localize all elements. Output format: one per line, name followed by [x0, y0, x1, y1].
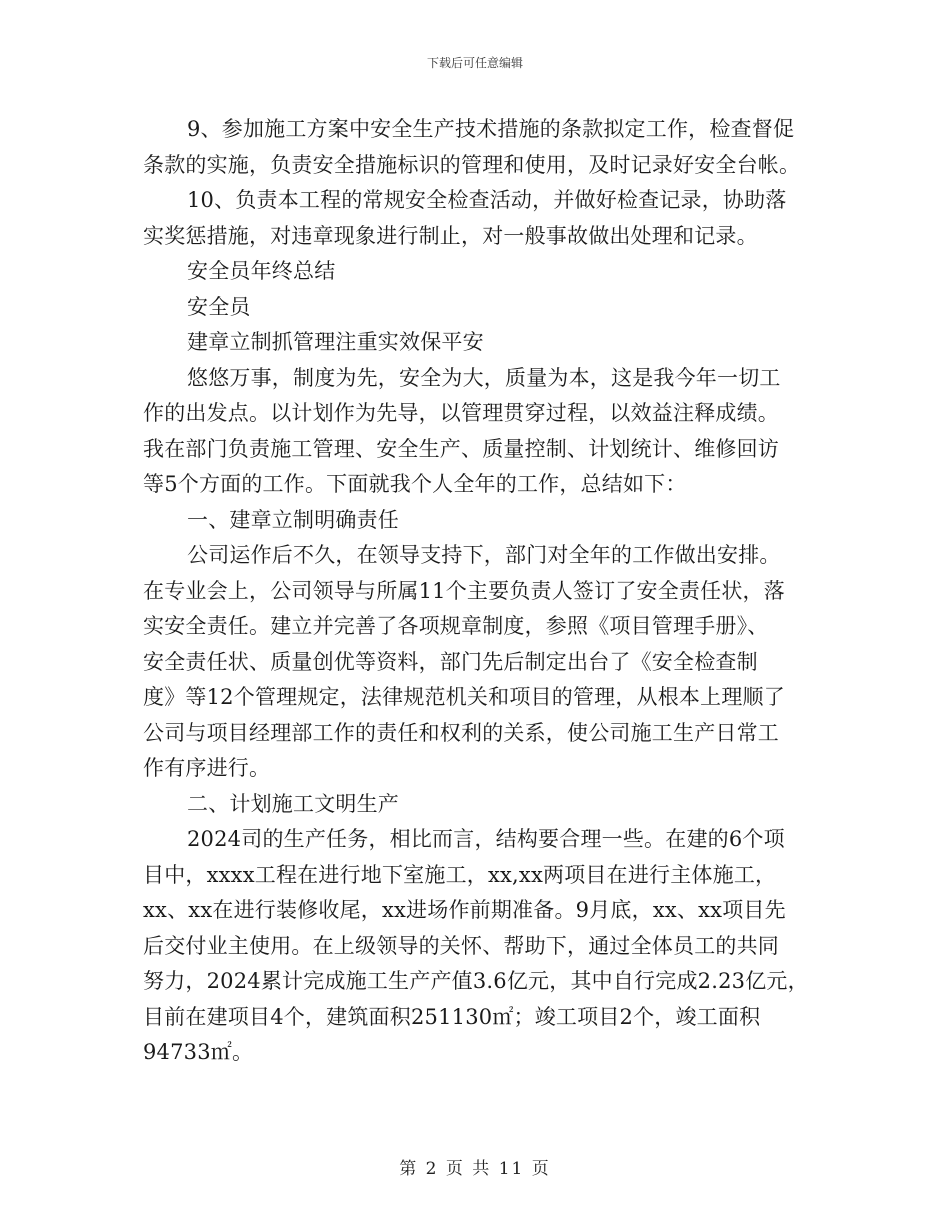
document-body	[143, 112, 815, 1071]
body-text-line: 悠悠万事，制度为先，安全为大，质量为本，这是我今年一切工	[187, 365, 781, 390]
body-text-line: 作的出发点。以计划作为先导，以管理贯穿过程，以效益注释成绩。	[143, 401, 779, 425]
body-text-line: 2024司的生产任务，相比而言，结构要合理一些。在建的6个项	[187, 827, 785, 851]
body-text-line: 条款的实施，负责安全措施标识的管理和使用，及时记录好安全台帐。	[143, 152, 801, 177]
body-text-line: 我在部门负责施工管理、安全生产、质量控制、计划统计、维修回访	[143, 436, 779, 461]
body-text-line: 安全员	[187, 294, 251, 319]
body-text-line: 安全员年终总结	[187, 259, 336, 283]
body-text-line: 努力，2024累计完成施工生产产值3.6亿元，其中自行完成2.23亿元，	[143, 969, 809, 993]
body-text-line: 二、计划施工文明生产	[187, 791, 399, 816]
body-text-line: 建章立制抓管理注重实效保平安	[187, 330, 484, 354]
body-text-line: 安全责任状、质量创优等资料，部门先后制定出台了《安全检查制	[143, 649, 758, 674]
body-text-line: 公司运作后不久，在领导支持下，部门对全年的工作做出安排。	[187, 543, 781, 567]
body-text-line: 等5个方面的工作。下面就我个人全年的工作，总结如下：	[143, 472, 687, 496]
body-text-line: xx、xx在进行装修收尾，xx进场作前期准备。9月底，xx、xx项目先	[143, 898, 786, 922]
body-text-line: 后交付业主使用。在上级领导的关怀、帮助下，通过全体员工的共同	[143, 933, 779, 958]
body-text-line: 9、参加施工方案中安全生产技术措施的条款拟定工作，检查督促	[187, 117, 795, 141]
body-text-line: 一、建章立制明确责任	[187, 507, 399, 532]
body-text-line: 在专业会上，公司领导与所属11个主要负责人签订了安全责任状，落	[143, 578, 785, 603]
body-text-line: 公司与项目经理部工作的责任和权利的关系，使公司施工生产日常工	[143, 720, 779, 745]
body-text-line: 目前在建项目4个，建筑面积251130㎡；竣工项目2个，竣工面积	[143, 1004, 761, 1029]
page-number-footer: 第 2 页 共 11 页	[399, 1159, 551, 1179]
body-text-line: 94733㎡。	[143, 1040, 254, 1064]
body-text-line: 实奖惩措施，对违章现象进行制止，对一般事故做出处理和记录。	[143, 223, 758, 248]
body-text-line: 目中，xxxx工程在进行地下室施工，xx,xx两项目在进行主体施工，	[143, 862, 777, 887]
header-note: 下载后可任意编辑	[426, 56, 523, 70]
body-text-line: 实安全责任。建立并完善了各项规章制度，参照《项目管理手册》、	[143, 614, 769, 638]
body-text-line: 作有序进行。	[143, 756, 271, 780]
body-text-line: 度》等12个管理规定，法律规范机关和项目的管理，从根本上理顺了	[143, 685, 785, 709]
body-text-line: 10、负责本工程的常规安全检查活动，并做好检查记录，协助落	[187, 188, 787, 212]
